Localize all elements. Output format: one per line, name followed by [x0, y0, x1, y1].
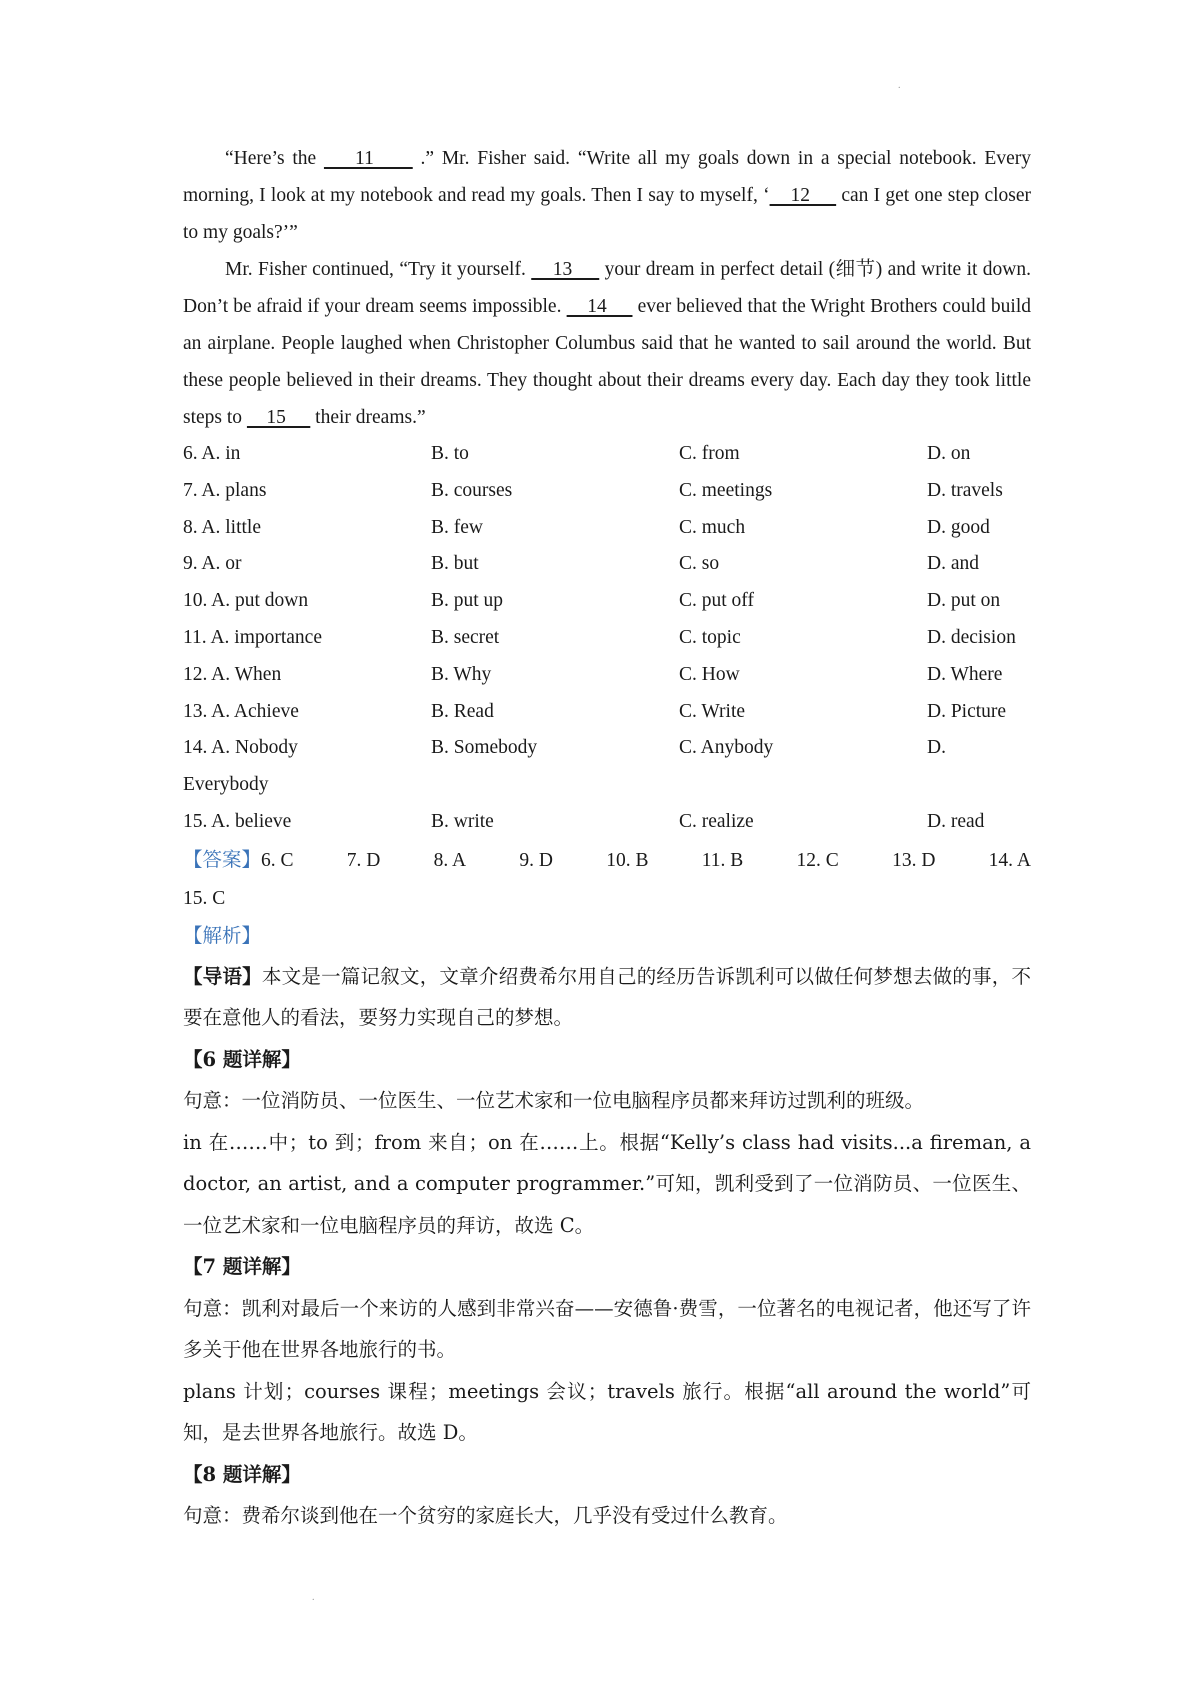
q8-header: 【8 题详解】 — [183, 1462, 301, 1486]
blank-12: 12 — [769, 185, 837, 206]
option-14-wrap: Everybody — [183, 774, 269, 796]
q6-detail: in 在……中；to 到；from 来自；on 在……上。根据“Kelly’s class had visits...a fireman, a doctor, an artist, and a computer programmer.”可知，凯利受到了一位消防员、一位医生、一位艺术家和一位电脑程序员的拜访，故选 C。 — [183, 1130, 1031, 1237]
q7-detail: plans 计划；courses 课程；meetings 会议；travels 旅行。根据“all around the world”可知，是去世界各地旅行。故选 D。 — [183, 1379, 1031, 1445]
blank-11: 11 — [323, 148, 413, 169]
option-row: 10. A. put down B. put up C. put off D. put on — [183, 590, 1001, 612]
q6-meaning: 句意：一位消防员、一位医生、一位艺术家和一位电脑程序员都来拜访过凯利的班级。 — [183, 1089, 925, 1113]
answer-row: 【答案】6. C 7. D 8. A 9. D 10. B 11. B 12. C 13. D 14. A — [183, 849, 1031, 871]
option-row: 12. A. When B. Why C. How D. Where — [183, 663, 1003, 685]
option-row: 14. A. Nobody B. Somebody C. Anybody D. — [183, 737, 946, 759]
blank-13: 13 — [531, 259, 600, 280]
answer-label: 【答案】 — [183, 849, 262, 871]
scan-speck: . — [898, 80, 901, 91]
document-page — [183, 140, 1031, 1537]
passage-paragraph-2: Mr. Fisher continued, “Try it yourself. 13 your dream in perfect detail (细节) and write it down. Don’t be afraid if your dream seems impossible. 14 ever believed that the Wright Brothers could build an airplane. People laughed when Christopher Columbus said that he wanted to sail around the world. But these people believed in their dreams. They thought about their dreams every day. Each day they took little steps to 15 their dreams.” — [183, 259, 1032, 428]
options-list — [183, 436, 1031, 841]
option-row: 13. A. Achieve B. Read C. Write D. Picture — [183, 700, 1007, 722]
q7-meaning: 句意：凯利对最后一个来访的人感到非常兴奋——安德鲁·费雪，一位著名的电视记者，他还写了许多关于他在世界各地旅行的书。 — [183, 1296, 1031, 1362]
passage-paragraph-1: “Here’s the 11 .” Mr. Fisher said. “Write all my goals down in a special notebook. Every morning, I look at my notebook and read my goals. Then I say to myself, ‘ 12 can I get one step closer to my goals?’” — [183, 148, 1032, 243]
answer-last: 15. C — [183, 887, 226, 909]
option-row: 7. A. plans B. courses C. meetings D. travels — [183, 479, 1003, 501]
option-row: 9. A. or B. but C. so D. and — [183, 553, 979, 575]
blank-15: 15 — [246, 407, 311, 428]
option-row: 6. A. in B. to C. from D. on — [183, 443, 971, 464]
option-row: 8. A. little B. few C. much D. good — [183, 516, 990, 538]
q6-header: 【6 题详解】 — [183, 1047, 301, 1071]
scan-speck: . — [312, 1592, 315, 1603]
analysis-label: 【解析】 — [183, 925, 262, 947]
blank-14: 14 — [566, 296, 633, 317]
option-row: 11. A. importance B. secret C. topic D. decision — [183, 626, 1016, 648]
q8-meaning: 句意：费希尔谈到他在一个贫穷的家庭长大，几乎没有受过什么教育。 — [183, 1504, 788, 1528]
q7-header: 【7 题详解】 — [183, 1255, 301, 1279]
intro-label: 【导语】 — [183, 964, 262, 988]
intro-paragraph: 【导语】本文是一篇记叙文，文章介绍费希尔用自己的经历告诉凯利可以做任何梦想去做的事，不要在意他人的看法，要努力实现自己的梦想。 — [183, 964, 1031, 1030]
option-row: 15. A. believe B. write C. realize D. read — [183, 810, 985, 832]
